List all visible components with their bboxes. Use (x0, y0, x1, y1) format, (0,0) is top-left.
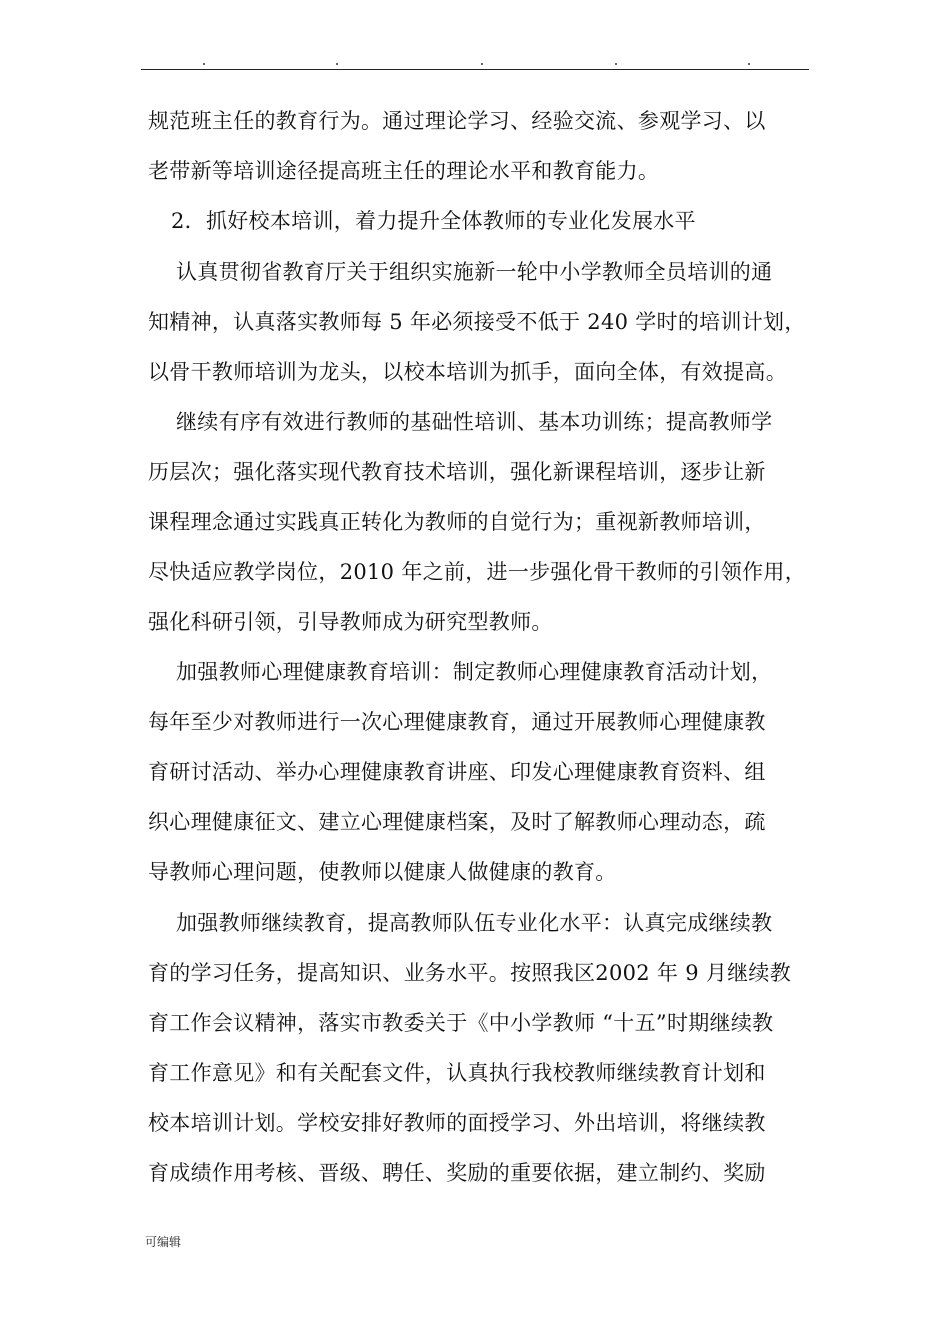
paragraph-first-line: 继续有序有效进行教师的基础性培训、基本功训练；提高教师学 (176, 410, 773, 434)
header-dot (615, 63, 617, 65)
paragraph-first-line: 加强教师心理健康教育培训：制定教师心理健康教育活动计划， (176, 660, 773, 684)
header-dot (203, 63, 205, 65)
text-line: 知精神，认真落实教师每 5 年必须接受不低于 240 学时的培训计划， (148, 310, 806, 334)
text-line: 以骨干教师培训为龙头，以校本培训为抓手，面向全体，有效提高。 (148, 360, 787, 384)
text-line: 尽快适应教学岗位，2010 年之前，进一步强化骨干教师的引领作用， (148, 560, 807, 584)
text-line: 导教师心理问题，使教师以健康人做健康的教育。 (148, 860, 617, 884)
header-rule (141, 69, 809, 70)
text-line: 历层次；强化落实现代教育技术培训，强化新课程培训，逐步让新 (148, 460, 766, 484)
paragraph-first-line: 认真贯彻省教育厅关于组织实施新一轮中小学教师全员培训的通 (176, 260, 773, 284)
text-line: 育成绩作用考核、晋级、聘任、奖励的重要依据，建立制约、奖励 (148, 1161, 766, 1185)
text-line: 每年至少对教师进行一次心理健康教育，通过开展教师心理健康教 (148, 710, 766, 734)
text-line: 育工作意见》和有关配套文件，认真执行我校教师继续教育计划和 (148, 1061, 766, 1085)
text-line: 育工作会议精神，落实市教委关于《中小学教师 “十五”时期继续教 (148, 1011, 774, 1035)
paragraph-first-line: 加强教师继续教育，提高教师队伍专业化水平：认真完成继续教 (176, 911, 773, 935)
text-line: 强化科研引领，引导教师成为研究型教师。 (148, 610, 553, 634)
section-heading: 2．抓好校本培训，着力提升全体教师的专业化发展水平 (171, 209, 696, 233)
header-dot (748, 63, 750, 65)
text-line: 校本培训计划。学校安排好教师的面授学习、外出培训，将继续教 (148, 1111, 766, 1135)
text-line: 老带新等培训途径提高班主任的理论水平和教育能力。 (148, 159, 660, 183)
text-line: 织心理健康征文、建立心理健康档案，及时了解教师心理动态，疏 (148, 810, 766, 834)
header-dot (336, 63, 338, 65)
text-line: 规范班主任的教育行为。通过理论学习、经验交流、参观学习、以 (148, 109, 766, 133)
header-dot (481, 63, 483, 65)
footer-label: 可编辑 (145, 1235, 182, 1249)
text-line: 育研讨活动、举办心理健康教育讲座、印发心理健康教育资料、组 (148, 760, 766, 784)
text-line: 育的学习任务，提高知识、业务水平。按照我区2002 年 9 月继续教 (148, 961, 792, 985)
text-line: 课程理念通过实践真正转化为教师的自觉行为；重视新教师培训， (148, 510, 766, 534)
